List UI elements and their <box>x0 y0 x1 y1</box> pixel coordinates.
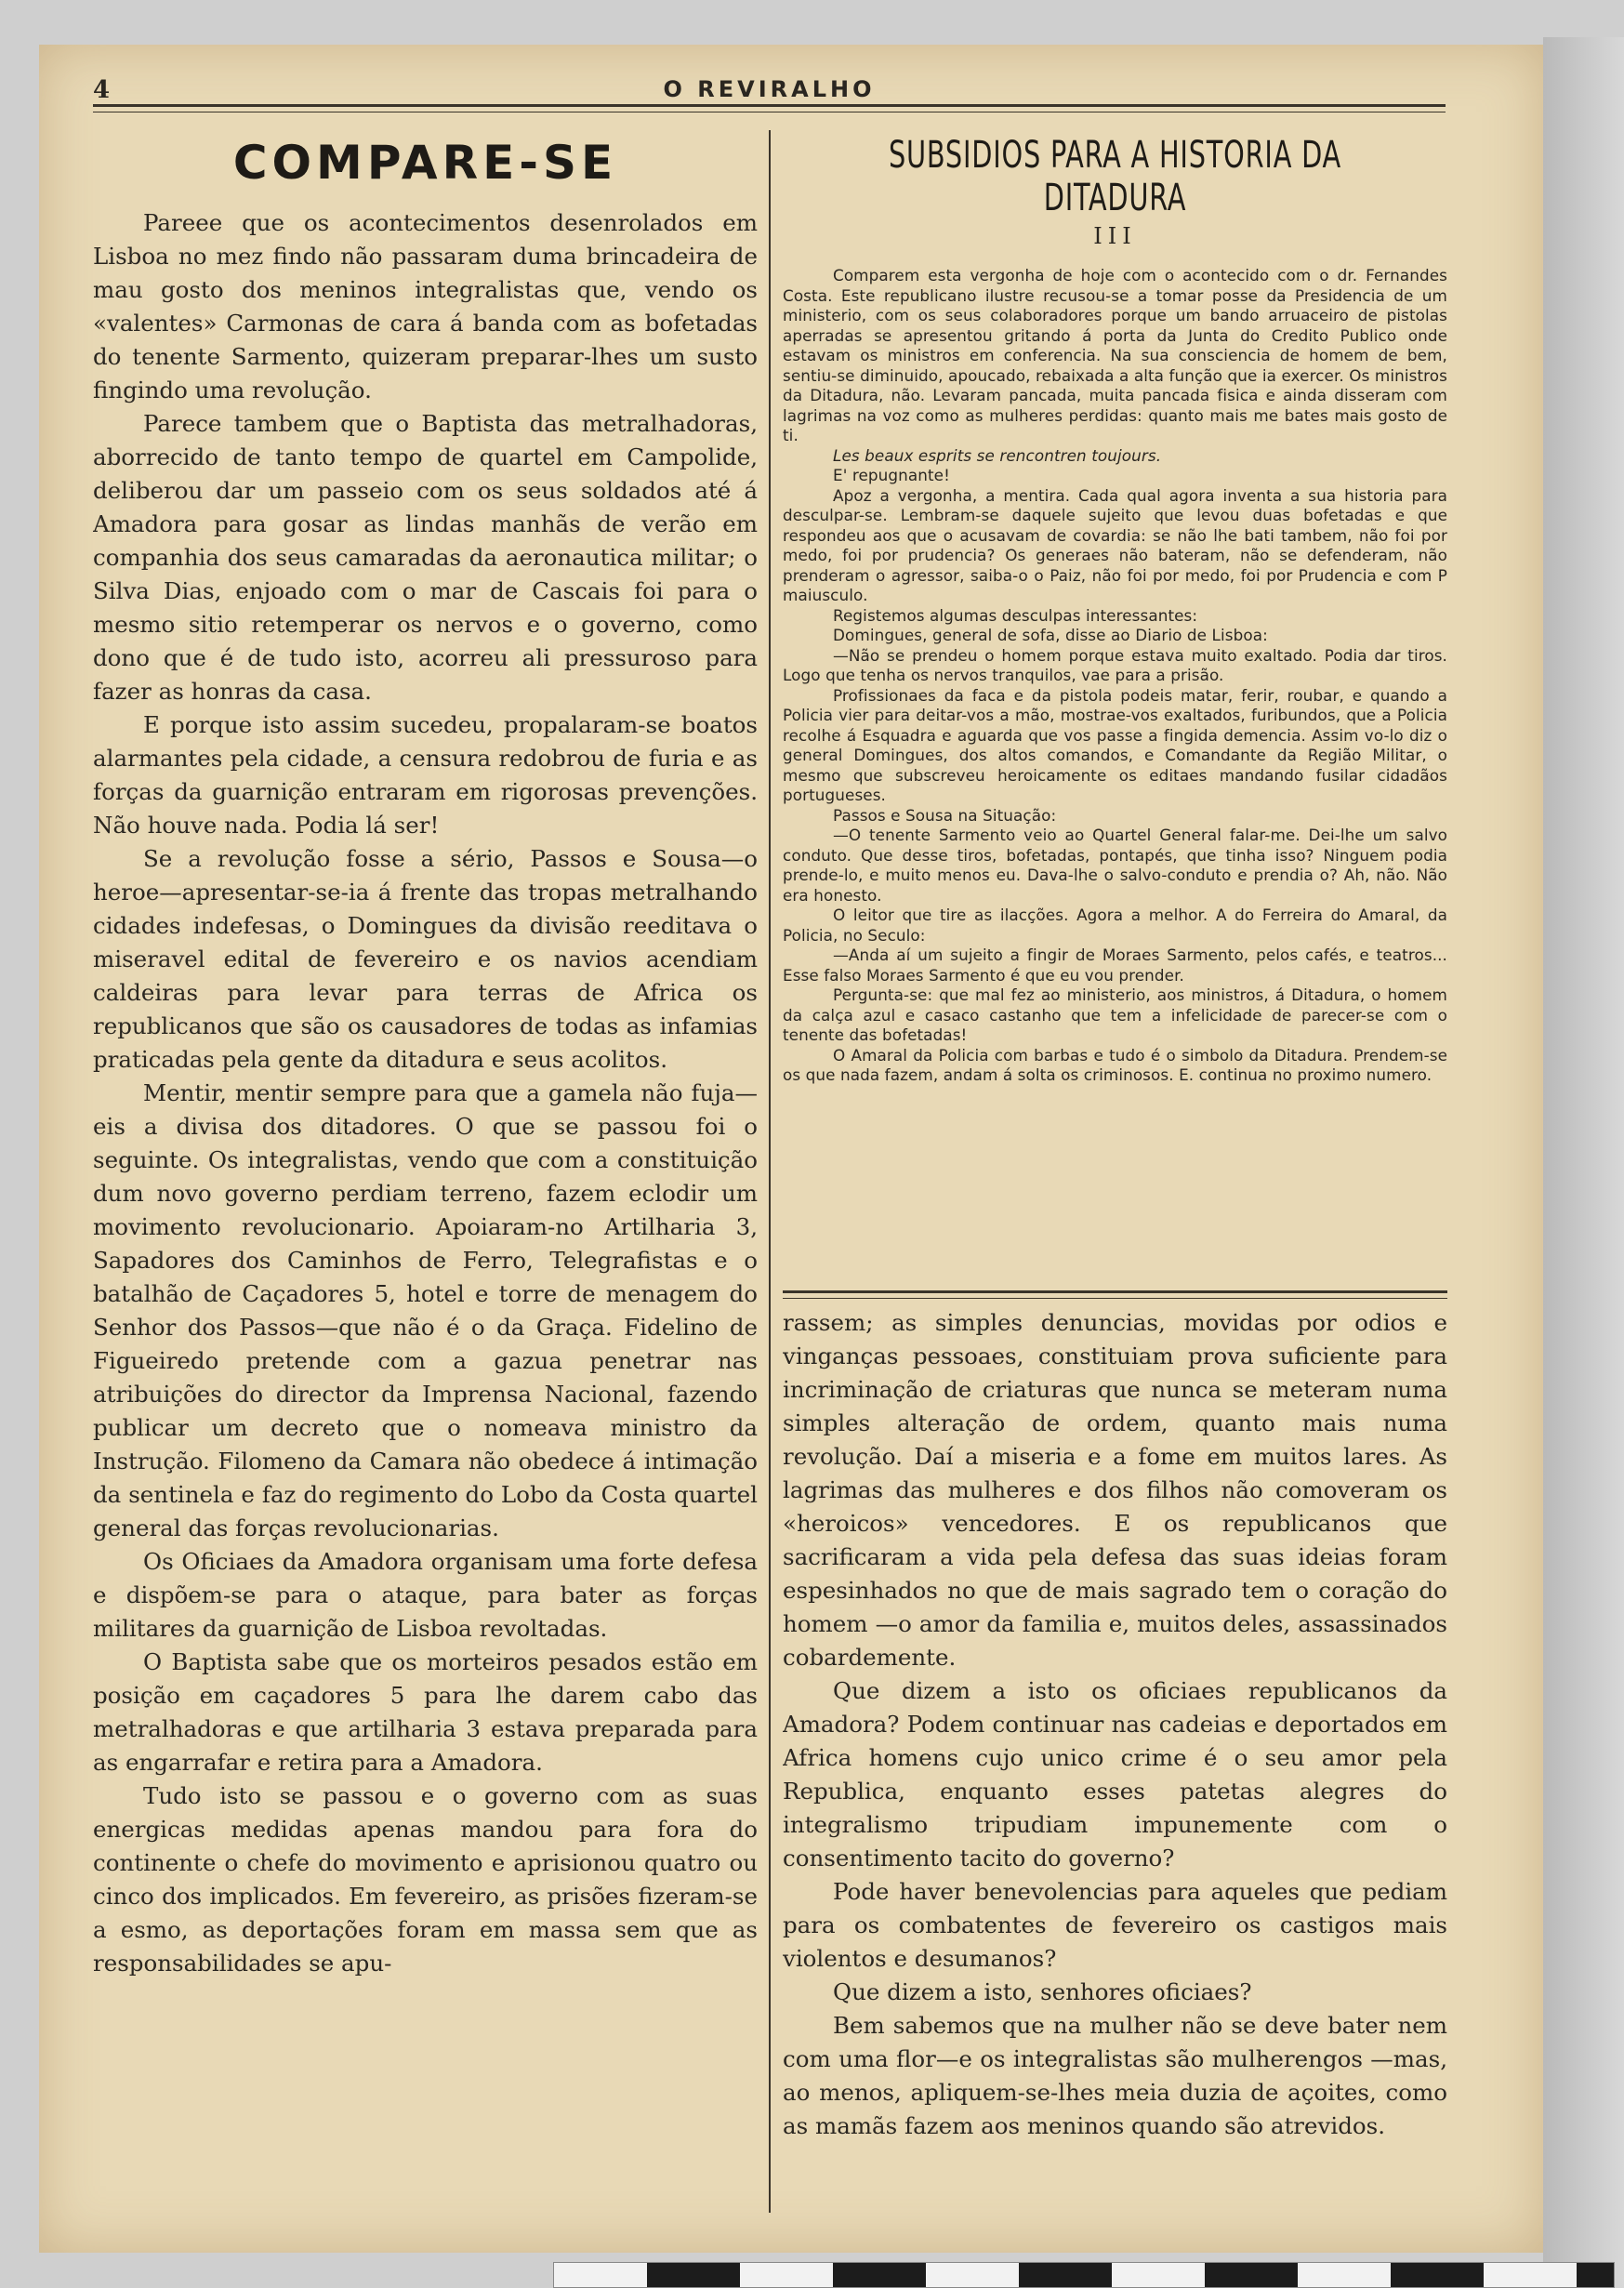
paragraph: —Anda aí um sujeito a fingir de Moraes Sarmento, pelos cafés, e teatros... Esse falso Moraes Sarmento é que eu vou prender. <box>783 946 1447 985</box>
paragraph: Os Oficiaes da Amadora organisam uma forte defesa e dispõem-se para o ataque, para bater as forças militares da guarnição de Lisboa revoltadas. <box>93 1548 758 1642</box>
page-number: 4 <box>93 76 111 104</box>
article-subsidios <box>783 130 1447 1283</box>
paragraph: Mentir, mentir sempre para que a gamela não fuja—eis a divisa dos ditadores. O que se passou foi o seguinte. Os integralistas, vendo que com a constituição dum novo governo perdiam terreno, fazem eclodir um movimento revolucionario. Apoiaram-no Artilharia 3, Sapadores dos Caminhos de Ferro, Telegrafistas e o batalhão de Caçadores 5, hotel e torre de menagem do Senhor dos Passos—que não é o da Graça. Fidelino de Figueiredo pretende com a gazua penetrar nas atribuições do director da Imprensa Nacional, fazendo publicar um decreto que o nomeava ministro da Instrução. Filomeno da Camara não obedece á intimação da sentinela e faz do regimento do Lobo da Costa quartel general das forças revolucionarias. <box>93 1079 758 1541</box>
section-rule-thin <box>783 1298 1447 1299</box>
journal-name: O REVIRALHO <box>663 76 876 102</box>
scan-color-ruler <box>553 2262 1615 2288</box>
paragraph: Tudo isto se passou e o governo com as suas energicas medidas apenas mandou para fora do continente o chefe do movimento e aprisionou quatro ou cinco dos implicados. Em fevereiro, as prisões fizeram-se a esmo, as deportações foram em massa sem que as responsabilidades se apu- <box>93 1782 758 1977</box>
paragraph: O Baptista sabe que os morteiros pesados estão em posição em caçadores 5 para lhe darem cabo das metralhadoras e que artilharia 3 estava preparada para as engarrafar e retira para a Amadora. <box>93 1648 758 1776</box>
article-part-number: III <box>1093 223 1137 249</box>
paragraph: Que dizem a isto, senhores oficiaes? <box>833 1978 1252 2005</box>
article-compare-se-continued <box>783 1306 1447 2217</box>
paragraph-quote: Les beaux esprits se rencontren toujours. <box>833 445 1162 465</box>
paragraph: Registemos algumas desculpas interessantes: <box>833 605 1198 625</box>
paragraph: Pareee que os acontecimentos desenrolados em Lisboa no mez findo não passaram duma brincadeira de mau gosto dos meninos integralistas que, vendo os «valentes» Carmonas de cara á banda com as bofetadas do tenente Sarmento, quizeram preparar-lhes um susto fingindo uma revolução. <box>93 209 758 403</box>
paragraph: E' repugnante! <box>833 466 950 484</box>
section-rule <box>783 1290 1447 1293</box>
paragraph: Comparem esta vergonha de hoje com o acontecido com o dr. Fernandes Costa. Este republicano ilustre recusou-se a tomar posse da Presidencia de um ministerio, com os seus colaboradores porque um bando arruaceiro de pistolas aperradas se apresentou gritando á porta da Junta do Credito Publico onde estavam os ministros em conferencia. Na sua consciencia de homem de bem, sentiu-se diminuido, apoucado, rebaixada a alta função que ia exercer. Os ministros da Ditadura, não. Levaram pancada, muita pancada fisica e ainda disseram com lagrimas na voz como as mulheres perdidas: quanto mais me bates mais gosto de ti. <box>783 266 1447 444</box>
article-compare-se <box>93 130 758 2222</box>
paragraph: Profissionaes da faca e da pistola podeis matar, ferir, roubar, e quando a Policia vier para deitar-vos a mão, mostrae-vos exaltados, furibundos, que a Policia recolhe á Esquadra e aguarda que vos passe a fingida demencia. Assim vo-lo diz o general Domingues, dos altos comandos, e Comandante da Região Militar, o mesmo que subscreveu heroicamente os editaes mandando fusilar cidadãos portugueses. <box>783 685 1447 804</box>
paragraph: —O tenente Sarmento veio ao Quartel General falar-me. Dei-lhe um salvo conduto. Que desse tiros, bofetadas, pontapés, que tinha isso? Ninguem podia prende-lo, e muito menos eu. Dava-lhe o salvo-conduto e prendia o? Ah, não. Não era honesto. <box>783 826 1447 905</box>
paragraph: O leitor que tire as ilacções. Agora a melhor. A do Ferreira do Amaral, da Policia, no Seculo: <box>783 906 1447 945</box>
paragraph: E porque isto assim sucedeu, propalaram-se boatos alarmantes pela cidade, a censura redobrou de furia e as forças da guarnição entraram em rigorosas prevenções. Não houve nada. Podia lá ser! <box>93 711 758 839</box>
paragraph: O Amaral da Policia com barbas e tudo é o simbolo da Ditadura. Prendem-se os que nada fazem, andam á solta os criminosos. E. continua no proximo numero. <box>783 1045 1447 1084</box>
paragraph: Bem sabemos que na mulher não se deve bater nem com uma flor—e os integralistas são mulherengos —mas, ao menos, apliquem-se-lhes meia duzia de açoites, como as mamãs fazem aos meninos quando são atrevidos. <box>783 2012 1447 2139</box>
page-header <box>93 76 1446 113</box>
paragraph: rassem; as simples denuncias, movidas por odios e vinganças pessoaes, constituiam prova suficiente para incriminação de criaturas que nunca se meteram numa simples alteração de ordem, quanto mais numa revolução. Daí a miseria e a fome em muitos lares. As lagrimas das mulheres e dos filhos não comoveram os «heroicos» vencedores. E os republicanos que sacrificaram a vida pela defesa das suas ideias foram espesinhados no que de mais sagrado tem o coração do homem —o amor da familia e, muitos deles, assassinados cobardemente. <box>783 1309 1447 1671</box>
header-rule <box>93 104 1446 107</box>
paragraph: Pode haver benevolencias para aqueles que pediam para os combatentes de fevereiro os castigos mais violentos e desumanos? <box>783 1878 1447 1972</box>
scan-edge-shadow <box>1543 37 1624 2288</box>
paragraph: Pergunta-se: que mal fez ao ministerio, aos ministros, á Ditadura, o homem da calça azul e casaco castanho que tem a infelicidade de parecer-se com o tenente das bofetadas! <box>783 985 1447 1044</box>
paragraph: Que dizem a isto os oficiaes republicanos da Amadora? Podem continuar nas cadeias e deportados em Africa homens cujo unico crime é o seu amor pela Republica, enquanto esses patetas alegres do integralismo tripudiam impunemente com o consentimento tacito do governo? <box>783 1677 1447 1871</box>
paragraph: Parece tambem que o Baptista das metralhadoras, aborrecido de tanto tempo de quartel em Campolide, deliberou dar um passeio com os seus soldados até á Amadora para gosar as lindas manhãs de verão em companhia dos seus camaradas da aeronautica militar; o Silva Dias, enjoado com o mar de Cascais foi para o mesmo sitio retemperar os nervos e o governo, como dono que é de tudo isto, acorreu ali pressuroso para fazer as honras da casa. <box>93 410 758 705</box>
column-divider <box>769 130 771 2213</box>
paragraph: Se a revolução fosse a sério, Passos e Sousa—o heroe—apresentar-se-ia á frente das tropas metralhando cidades indefesas, o Domingues da divisão reeditava o miseravel edital de fevereiro e os navios acendiam caldeiras para levar para terras de Africa os republicanos que são os causadores de todas as infamias praticadas pela gente da ditadura e seus acolitos. <box>93 845 758 1073</box>
paragraph: Passos e Sousa na Situação: <box>833 805 1057 825</box>
paragraph: Domingues, general de sofa, disse ao Diario de Lisboa: <box>833 626 1268 644</box>
article-title: SUBSIDIOS PARA A HISTORIA DA DITADURA <box>888 134 1342 219</box>
paragraph: Apoz a vergonha, a mentira. Cada qual agora inventa a sua historia para desculpar-se. Lembram-se daquele sujeito que levou duas bofetadas e que respondeu aos que o acusavam de covardia: se não lhe bati tambem, não foi por medo, foi por prudencia? Os generaes não bateram, não se defenderam, não prenderam o agressor, saiba-o o Paiz, não foi por medo, foi por Prudencia e com P maiusculo. <box>783 485 1447 604</box>
article-title: COMPARE-SE <box>232 136 618 190</box>
paragraph: —Não se prendeu o homem porque estava muito exaltado. Podia dar tiros. Logo que tenha os nervos tranquilos, vae para a prisão. <box>783 645 1447 684</box>
